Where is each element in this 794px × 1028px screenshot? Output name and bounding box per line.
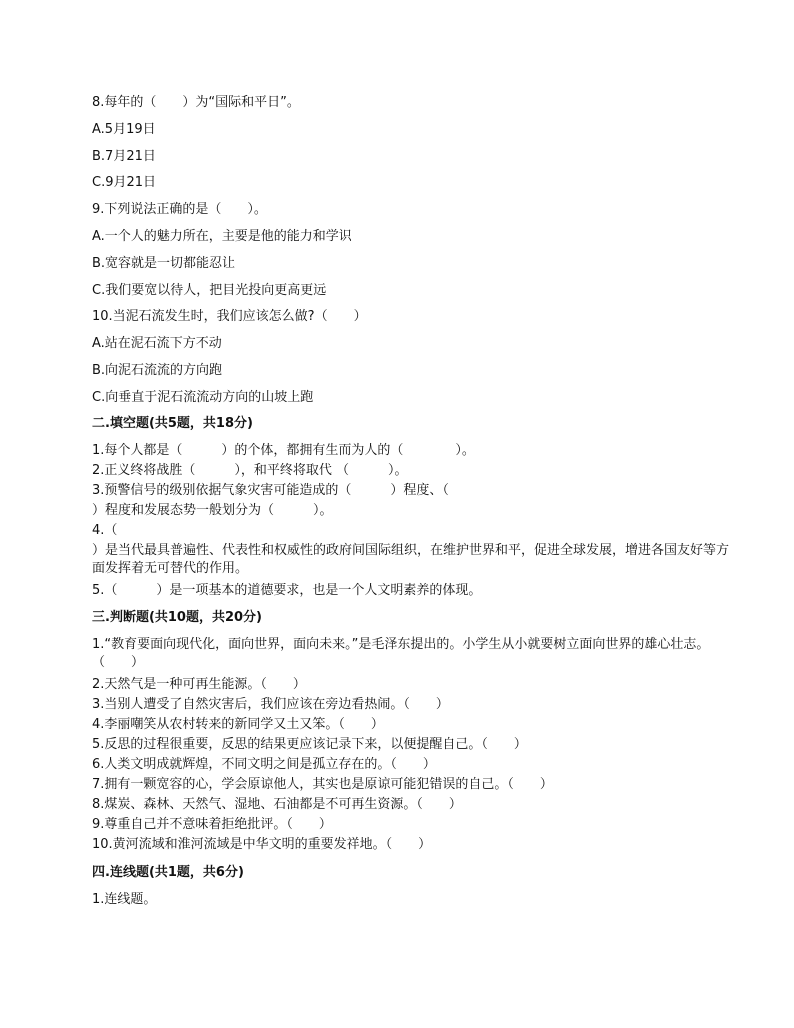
question-8-option-a: A.5月19日 xyxy=(92,122,156,137)
question-8-option-b: B.7月21日 xyxy=(92,149,156,164)
judge-section-title: 三.判断题(共10题，共20分) xyxy=(92,610,263,625)
judge-item-10: 10.黄河流域和淮河流域是中华文明的重要发祥地。（ ） xyxy=(92,837,432,852)
fill-item-2: 2.正义终将战胜（ ），和平终将取代 （ ）。 xyxy=(92,463,408,478)
judge-item-6: 6.人类文明成就辉煌，不同文明之间是孤立存在的。（ ） xyxy=(92,757,436,772)
match-section-title: 四.连线题(共1题，共6分) xyxy=(92,865,244,880)
judge-item-8: 8.煤炭、森林、天然气、湿地、石油都是不可再生资源。（ ） xyxy=(92,797,462,812)
question-10-option-c: C.向垂直于泥石流流动方向的山坡上跑 xyxy=(92,390,314,405)
question-9-stem: 9.下列说法正确的是（ ）。 xyxy=(92,202,267,217)
match-item-1: 1.连线题。 xyxy=(92,892,157,907)
fill-item-4-part-1: 4.（ xyxy=(92,523,118,538)
judge-item-3: 3.当别人遭受了自然灾害后，我们应该在旁边看热闹。（ ） xyxy=(92,697,449,712)
judge-item-4: 4.李丽嘲笑从农村转来的新同学又土又笨。（ ） xyxy=(92,717,384,732)
question-10-option-a: A.站在泥石流下方不动 xyxy=(92,336,222,351)
fill-item-5: 5.（ ）是一项基本的道德要求，也是一个人文明素养的体现。 xyxy=(92,583,482,598)
question-9-option-b: B.宽容就是一切都能忍让 xyxy=(92,256,236,271)
question-9-option-c: C.我们要宽以待人，把目光投向更高更远 xyxy=(92,283,327,298)
fill-item-1: 1.每个人都是（ ）的个体，都拥有生而为人的（ ）。 xyxy=(92,443,475,458)
judge-item-5: 5.反思的过程很重要，反思的结果更应该记录下来，以便提醒自己。（ ） xyxy=(92,737,527,752)
fill-item-4-part-2: ）是当代最具普遍性、代表性和权威性的政府间国际组织，在维护世界和平，促进全球发展，增进各国友好等方面发挥着无可替代的作用。 xyxy=(92,543,730,576)
fill-item-3-part-2: ）程度和发展态势一般划分为（ ）。 xyxy=(92,503,333,518)
question-10-stem: 10.当泥石流发生时，我们应该怎么做?（ ） xyxy=(92,309,367,324)
fill-item-3-part-1: 3.预警信号的级别依据气象灾害可能造成的（ ）程度、（ xyxy=(92,483,449,498)
judge-item-9: 9.尊重自己并不意味着拒绝批评。（ ） xyxy=(92,817,332,832)
question-10-option-b: B.向泥石流流的方向跑 xyxy=(92,363,223,378)
question-8-stem: 8.每年的（ ）为“国际和平日”。 xyxy=(92,95,300,110)
judge-item-1: 1.“教育要面向现代化，面向世界，面向未来。”是毛泽东提出的。小学生从小就要树立面向世界的雄心壮志。（ ） xyxy=(92,637,710,670)
fill-section-title: 二.填空题(共5题，共18分) xyxy=(92,416,253,431)
judge-item-7: 7.拥有一颗宽容的心，学会原谅他人，其实也是原谅可能犯错误的自己。（ ） xyxy=(92,777,553,792)
question-8-option-c: C.9月21日 xyxy=(92,175,157,190)
judge-item-2: 2.天然气是一种可再生能源。（ ） xyxy=(92,677,306,692)
question-9-option-a: A.一个人的魅力所在，主要是他的能力和学识 xyxy=(92,229,352,244)
